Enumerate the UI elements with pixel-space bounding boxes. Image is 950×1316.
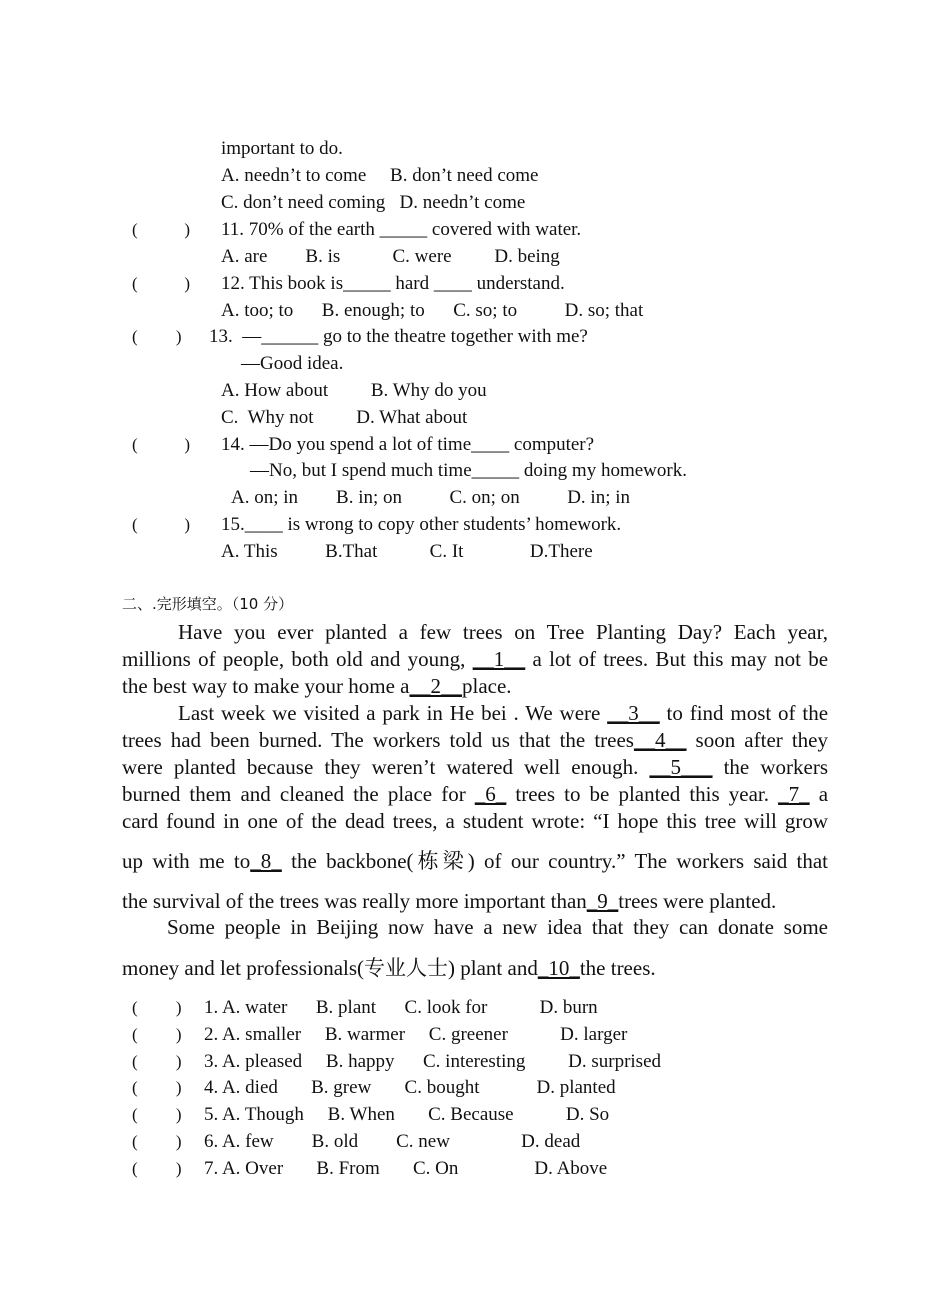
passage-line: card found in one of the dead trees, a student wrote: “I hope this tree will grow [122, 809, 828, 833]
blank-1[interactable]: __1__ [472, 647, 526, 671]
blank-7[interactable]: _7_ [778, 782, 810, 806]
passage-line [122, 647, 828, 671]
blank-6[interactable]: _6_ [474, 782, 507, 806]
q14-stem: 14. —Do you spend a lot of time____ computer? [221, 434, 595, 455]
passage-text: the survival of the trees was really more important than [122, 889, 587, 913]
q15-options: A. This B.That C. It D.There [221, 541, 593, 562]
passage-text: place. [462, 674, 512, 698]
q10-tail: important to do. [221, 138, 343, 159]
passage-line [122, 728, 828, 752]
cloze-answer-paren[interactable]: ( ) [132, 1078, 182, 1097]
cloze-answer-paren[interactable]: ( ) [132, 1052, 182, 1071]
q13-options-2: C. Why not D. What about [221, 407, 468, 428]
q13-stem: 13. —______ go to the theatre together with me? [209, 326, 588, 347]
q14-reply: —No, but I spend much time_____ doing my homework. [250, 460, 687, 481]
cloze-options-row: 7. A. Over B. From C. On D. Above [204, 1158, 608, 1179]
q11-options: A. are B. is C. were D. being [221, 246, 560, 267]
q15-stem: 15.____ is wrong to copy other students’ homework. [221, 514, 622, 535]
blank-3[interactable]: __3__ [607, 701, 660, 725]
cloze-options-row: 1. A. water B. plant C. look for D. burn [204, 997, 598, 1018]
blank-9[interactable]: _9_ [586, 889, 619, 913]
passage-line [122, 755, 828, 779]
q12-options: A. too; to B. enough; to C. so; to D. so; that [221, 300, 644, 321]
cloze-options-row: 5. A. Though B. When C. Because D. So [204, 1104, 610, 1125]
passage-text: were planted because they weren’t watered well enough. [122, 755, 639, 779]
passage-line [122, 849, 828, 873]
blank-4[interactable]: __4__ [633, 728, 687, 752]
q13-answer-paren[interactable]: ( ) [132, 327, 182, 346]
q10-options-1: A. needn’t to come B. don’t need come [221, 165, 539, 186]
cloze-answer-paren[interactable]: ( ) [132, 1025, 182, 1044]
passage-text: up with me to [122, 849, 251, 873]
passage-line [122, 674, 828, 698]
passage-text: trees had been burned. The workers told us that the trees [122, 728, 634, 752]
cloze-options-row: 4. A. died B. grew C. bought D. planted [204, 1077, 616, 1098]
passage-line [122, 956, 828, 980]
cloze-options-row: 6. A. few B. old C. new D. dead [204, 1131, 581, 1152]
cloze-answer-paren[interactable]: ( ) [132, 998, 182, 1017]
passage-text: millions of people, both old and young, [122, 647, 466, 671]
q13-reply: —Good idea. [241, 353, 344, 374]
passage-line [122, 782, 828, 806]
q14-answer-paren[interactable]: ( ) [132, 435, 191, 454]
cloze-answer-paren[interactable]: ( ) [132, 1105, 182, 1124]
blank-5[interactable]: __5___ [649, 755, 713, 779]
blank-8[interactable]: _8_ [250, 849, 282, 873]
passage-text: the workers [723, 755, 828, 779]
passage-text: the backbone(栋梁) of our country.” The workers said that [291, 849, 829, 873]
q11-answer-paren[interactable]: ( ) [132, 220, 191, 239]
q12-answer-paren[interactable]: ( ) [132, 274, 191, 293]
passage-text: to find most of the [666, 701, 829, 725]
passage-text: the best way to make your home a [122, 674, 410, 698]
passage-line [122, 889, 828, 913]
q15-answer-paren[interactable]: ( ) [132, 515, 191, 534]
q14-options: A. on; in B. in; on C. on; on D. in; in [231, 487, 631, 508]
q12-stem: 12. This book is_____ hard ____ understand. [221, 273, 565, 294]
passage-text: money and let professionals(专业人士) plant and [122, 956, 538, 980]
q10-options-2: C. don’t need coming D. needn’t come [221, 192, 526, 213]
passage-text: Last week we visited a park in He bei . We were [178, 701, 608, 725]
passage-text: trees were planted. [618, 889, 777, 913]
q11-stem: 11. 70% of the earth _____ covered with water. [221, 219, 582, 240]
passage-text: soon after they [695, 728, 828, 752]
cloze-options-row: 2. A. smaller B. warmer C. greener D. larger [204, 1024, 628, 1045]
q13-options-1: A. How about B. Why do you [221, 380, 487, 401]
cloze-answer-paren[interactable]: ( ) [132, 1159, 182, 1178]
section-heading: 二、.完形填空。（10 分） [122, 595, 294, 613]
blank-2[interactable]: __2__ [409, 674, 462, 698]
cloze-answer-paren[interactable]: ( ) [132, 1132, 182, 1151]
passage-text: a lot of trees. But this may not be [532, 647, 829, 671]
passage-line: Have you ever planted a few trees on Tree Planting Day? Each year, [178, 620, 828, 644]
passage-text: a [818, 782, 829, 806]
passage-text: the trees. [579, 956, 656, 980]
blank-10[interactable]: _10_ [537, 956, 580, 980]
passage-line: Some people in Beijing now have a new idea that they can donate some [167, 915, 828, 939]
cloze-options-row: 3. A. pleased B. happy C. interesting D. surprised [204, 1051, 662, 1072]
passage-text: trees to be planted this year. [515, 782, 769, 806]
passage-text: burned them and cleaned the place for [122, 782, 475, 806]
passage-line [178, 701, 828, 725]
